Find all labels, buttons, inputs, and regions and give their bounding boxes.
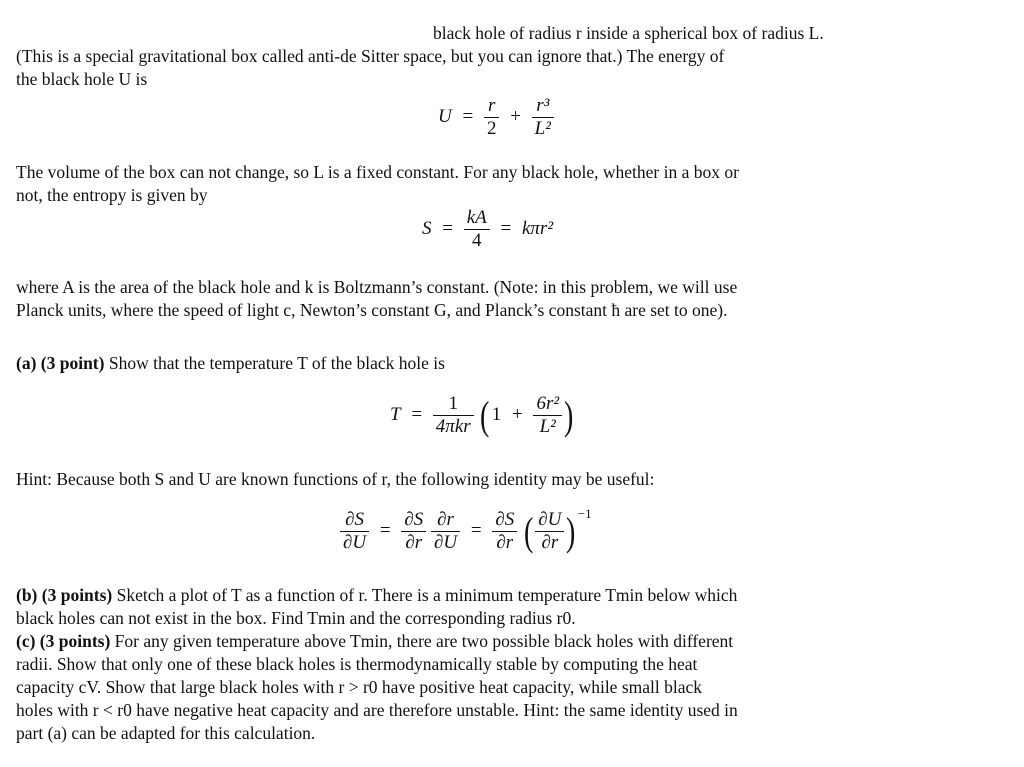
eq-energy-fraction-1 <box>484 95 500 140</box>
eq-energy-f1-den: 2 <box>484 117 500 140</box>
eq-id-a-num: ∂S <box>345 509 364 531</box>
eq-energy-f2-den: L² <box>532 117 554 140</box>
eq-id-a-den: ∂U <box>340 531 369 554</box>
eq-energy-lhs: U <box>438 105 452 127</box>
eq-id-fraction-a <box>340 509 369 554</box>
part-a-label: (a) (3 point) <box>16 353 105 373</box>
text-line-7: Planck units, where the speed of light c, Newton’s constant G, and Planck’s constant ħ are set to one). <box>16 300 728 320</box>
part-c-text-1: For any given temperature above Tmin, there are two possible black holes with different <box>114 631 734 651</box>
eq-id-fraction-c <box>492 509 517 554</box>
equation-energy: U = $\frac{r}{2}$ + $\frac{\text{r³}}{\text{L²}}$ <box>438 95 554 140</box>
part-c-line-5: part (a) can be adapted for this calculation. <box>16 723 316 743</box>
part-c-label: (c) (3 points) <box>16 631 111 651</box>
eq-entropy-rhs: kπr² <box>521 217 554 239</box>
eq-id-exponent: −1 <box>577 506 592 521</box>
eq-entropy-fraction <box>464 207 490 252</box>
text-line-3: the black hole U is <box>16 69 148 89</box>
eq-id-c-num: ∂S <box>495 509 515 531</box>
eq-temp-g-num: 6r² <box>536 393 560 414</box>
equation-identity: $\frac{\partial S}{\partial U}$ = $\frac{\partial S}{\partial r}$ $\frac{\partial r}{\partial U}$ = $\frac{\partial S}{\partial r}$ ( $\frac{\partial U}{\partial r}$ ) $^{-1}$ <box>340 506 592 555</box>
eq-temp-f-num: 1 <box>448 393 458 414</box>
eq-temp-f-den: 4πkr <box>433 415 474 438</box>
part-b-line-2: black holes can not exist in the box. Find Tmin and the corresponding radius r0. <box>16 608 576 628</box>
equation-entropy: S = $\frac{kA}{4}$ = kπr² <box>422 207 554 251</box>
eq-temp-fraction-1 <box>433 393 474 438</box>
eq-id-b2-den: ∂U <box>431 531 460 554</box>
part-a-text: Show that the temperature T of the black hole is <box>108 353 445 373</box>
eq-id-b2-num: ∂r <box>437 509 454 531</box>
eq-temp-one: 1 <box>491 403 502 425</box>
eq-id-c-den: ∂r <box>492 531 517 554</box>
eq-entropy-num: kA <box>466 207 487 228</box>
part-a-line <box>16 352 445 374</box>
text-line-5: not, the entropy is given by <box>16 185 208 205</box>
text-line-2: (This is a special gravitational box called anti-de Sitter space, but you can ignore that.) The energy of <box>16 46 725 66</box>
eq-id-b1-num: ∂S <box>404 509 424 531</box>
text-line-6: where A is the area of the black hole and k is Boltzmann’s constant. (Note: in this problem, we will use <box>16 277 738 297</box>
eq-id-d-num: ∂U <box>538 509 562 531</box>
eq-entropy-den: 4 <box>464 229 490 252</box>
text-line-4: The volume of the box can not change, so L is a fixed constant. For any black hole, whether in a box or <box>16 162 739 182</box>
eq-temp-fraction-2 <box>533 393 562 438</box>
eq-id-fraction-b1 <box>401 509 426 554</box>
part-c-line-3: capacity cV. Show that large black holes with r > r0 have positive heat capacity, while small black <box>16 677 703 697</box>
eq-temp-lhs: T <box>390 403 401 425</box>
eq-id-fraction-d <box>535 509 564 554</box>
eq-entropy-lhs: S <box>422 217 432 239</box>
part-b-text-1: Sketch a plot of T as a function of r. There is a minimum temperature Tmin below which <box>116 585 738 605</box>
equation-temperature: T = $\frac{1}{\text{4πkr}}$ ( 1 + $\frac{\text{6r²}}{\text{L²}}$ ) <box>390 393 574 438</box>
eq-energy-f2-num: r³ <box>536 95 550 116</box>
part-b-line-1 <box>16 584 737 606</box>
eq-id-fraction-b2 <box>431 509 460 554</box>
eq-id-d-den: ∂r <box>535 531 564 554</box>
eq-temp-g-den: L² <box>533 415 562 438</box>
part-c-line-2: radii. Show that only one of these black holes is thermodynamically stable by computing the heat <box>16 654 698 674</box>
text-line-1: black hole of radius r inside a spherical box of radius L. <box>433 23 824 43</box>
part-c-line-4: holes with r < r0 have negative heat capacity and are therefore unstable. Hint: the same identity used in <box>16 700 738 720</box>
eq-energy-fraction-2 <box>532 95 554 140</box>
eq-id-b1-den: ∂r <box>401 531 426 554</box>
part-c-line-1 <box>16 630 733 652</box>
text-line-8: Hint: Because both S and U are known functions of r, the following identity may be useful: <box>16 469 655 489</box>
part-b-label: (b) (3 points) <box>16 585 113 605</box>
eq-energy-f1-num: r <box>488 95 496 116</box>
